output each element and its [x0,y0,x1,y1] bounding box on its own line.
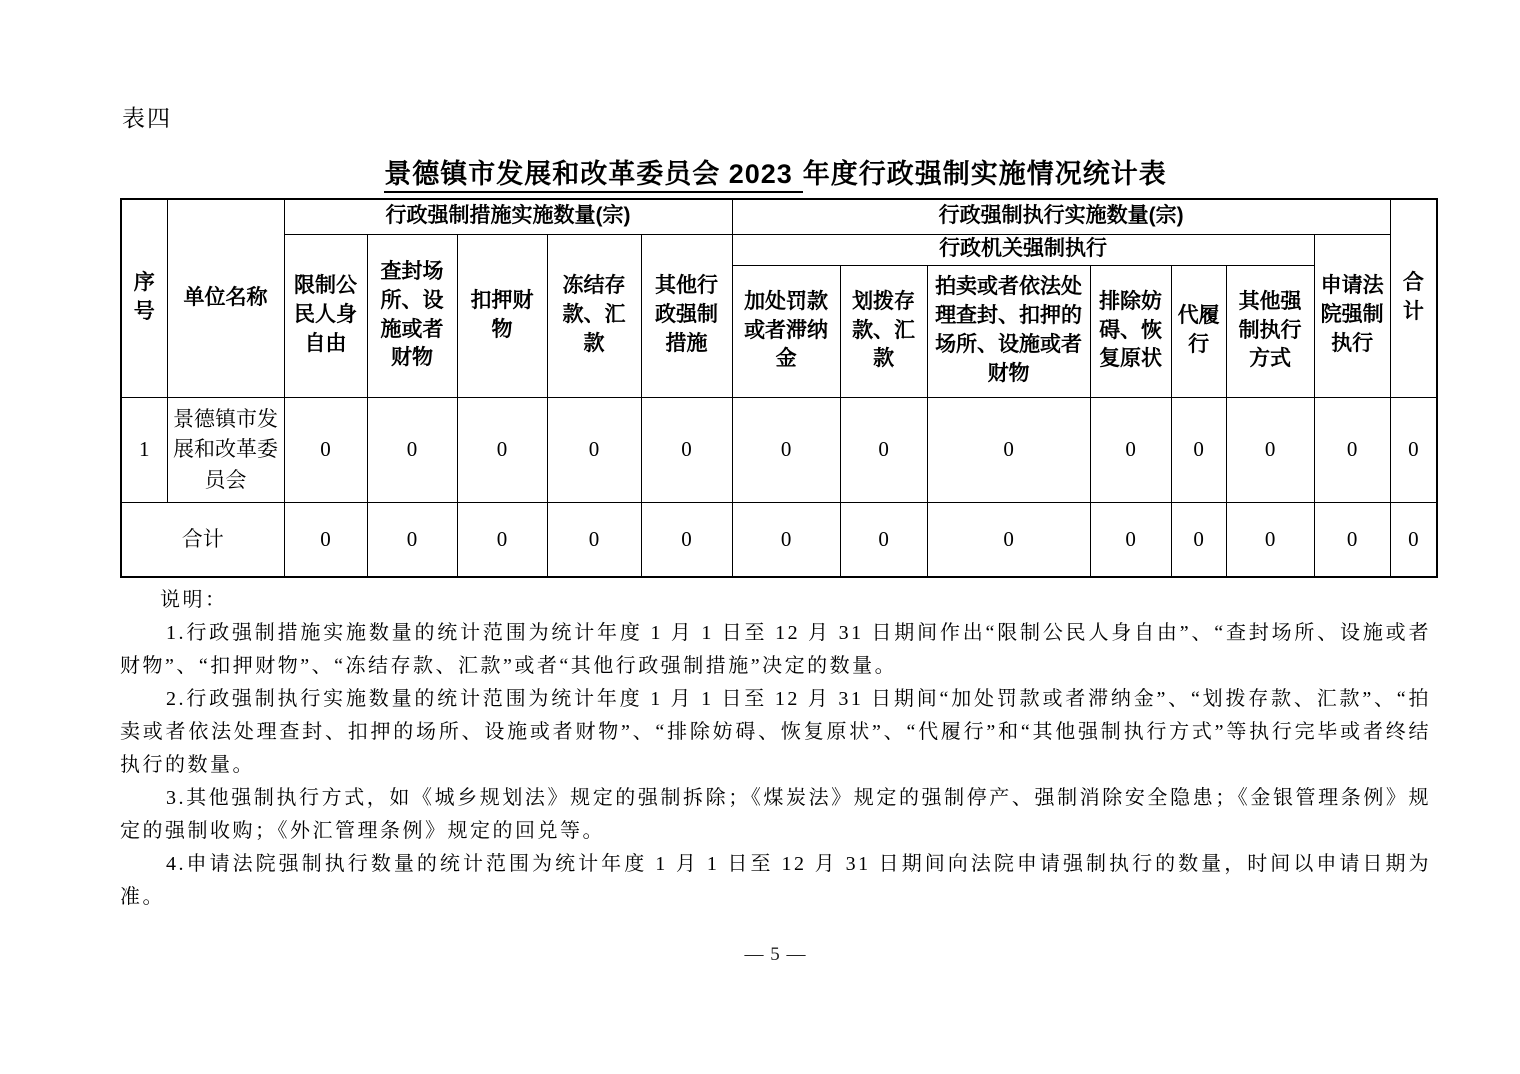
value-cell: 0 [641,397,732,502]
header-serial: 序号 [121,199,167,397]
value-cell: 0 [840,397,927,502]
statistics-table [120,198,1438,578]
value-cell: 0 [1314,397,1390,502]
page-title [120,152,1431,191]
value-cell: 0 [1090,397,1171,502]
value-cell: 0 [284,397,367,502]
header-grand-total: 合计 [1390,199,1437,397]
total-value-cell: 0 [457,502,547,577]
title-rest-part: 年度行政强制实施情况统计表 [802,159,1167,189]
value-cell: 0 [547,397,641,502]
total-row [121,502,1437,577]
unit-name-cell: 景德镇市发展和改革委员会 [167,397,284,502]
row-total-cell: 0 [1390,397,1437,502]
total-value-cell: 0 [1226,502,1314,577]
total-value-cell: 0 [641,502,732,577]
title-underlined-part: 景德镇市发展和改革委员会 2023 [384,159,803,193]
page-number: — 5 — [744,944,807,965]
note-3: 3.其他强制执行方式，如《城乡规划法》规定的强制拆除；《煤炭法》规定的强制停产、强制消除安全隐患；《金银管理条例》规定的强制收购；《外汇管理条例》规定的回兑等。 [120,787,1431,842]
total-value-cell: 0 [1314,502,1390,577]
note-2: 2.行政强制执行实施数量的统计范围为统计年度 1 月 1 日至 12 月 31 日期间“加处罚款或者滞纳金”、“划拨存款、汇款”、“拍卖或者依法处理查封、扣押的场所、设施或者财物”、“排除妨碍、恢复原状”、“代履行”和“其他强制执行方式”等执行完毕或者终结执行的数量。 [120,688,1431,776]
header-fines-late-fees: 加处罚款或者滞纳金 [732,265,840,397]
value-cell: 0 [732,397,840,502]
note-4: 4.申请法院强制执行数量的统计范围为统计年度 1 月 1 日至 12 月 31 日期间向法院申请强制执行的数量，时间以申请日期为准。 [120,853,1431,908]
total-row-label: 合计 [121,502,284,577]
header-seize-property: 扣押财物 [457,234,547,397]
value-cell: 0 [927,397,1090,502]
header-unit-name: 单位名称 [167,199,284,397]
header-auction-property: 拍卖或者依法处理查封、扣押的场所、设施或者财物 [927,265,1090,397]
value-cell: 0 [457,397,547,502]
grand-total-cell: 0 [1390,502,1437,577]
total-value-cell: 0 [927,502,1090,577]
header-other-measures: 其他行政强制措施 [641,234,732,397]
total-value-cell: 0 [284,502,367,577]
header-remove-obstruction: 排除妨碍、恢复原状 [1090,265,1171,397]
value-cell: 0 [367,397,457,502]
notes-section [120,584,1431,914]
value-cell: 0 [1171,397,1226,502]
value-cell: 0 [1226,397,1314,502]
total-value-cell: 0 [547,502,641,577]
header-group-enforcement: 行政强制执行实施数量(宗) [732,199,1390,234]
total-value-cell: 0 [367,502,457,577]
serial-cell: 1 [121,397,167,502]
notes-label: 说明： [160,589,228,611]
header-other-enforcement: 其他强制执行方式 [1226,265,1314,397]
total-value-cell: 0 [1171,502,1226,577]
header-freeze-deposits: 冻结存款、汇款 [547,234,641,397]
total-value-cell: 0 [840,502,927,577]
total-value-cell: 0 [732,502,840,577]
table-number-label: 表四 [122,106,172,131]
header-transfer-deposits: 划拨存款、汇款 [840,265,927,397]
header-agency-enforcement: 行政机关强制执行 [732,234,1314,265]
header-group-measures: 行政强制措施实施数量(宗) [284,199,732,234]
total-value-cell: 0 [1090,502,1171,577]
header-court-enforcement: 申请法院强制执行 [1314,234,1390,397]
note-1: 1.行政强制措施实施数量的统计范围为统计年度 1 月 1 日至 12 月 31 日期间作出“限制公民人身自由”、“查封场所、设施或者财物”、“扣押财物”、“冻结存款、汇款”或者“其他行政强制措施”决定的数量。 [120,622,1431,677]
header-restrict-personal-freedom: 限制公民人身自由 [284,234,367,397]
table-row [121,397,1437,502]
header-substitute-performance: 代履行 [1171,265,1226,397]
header-seal-premises: 查封场所、设施或者财物 [367,234,457,397]
